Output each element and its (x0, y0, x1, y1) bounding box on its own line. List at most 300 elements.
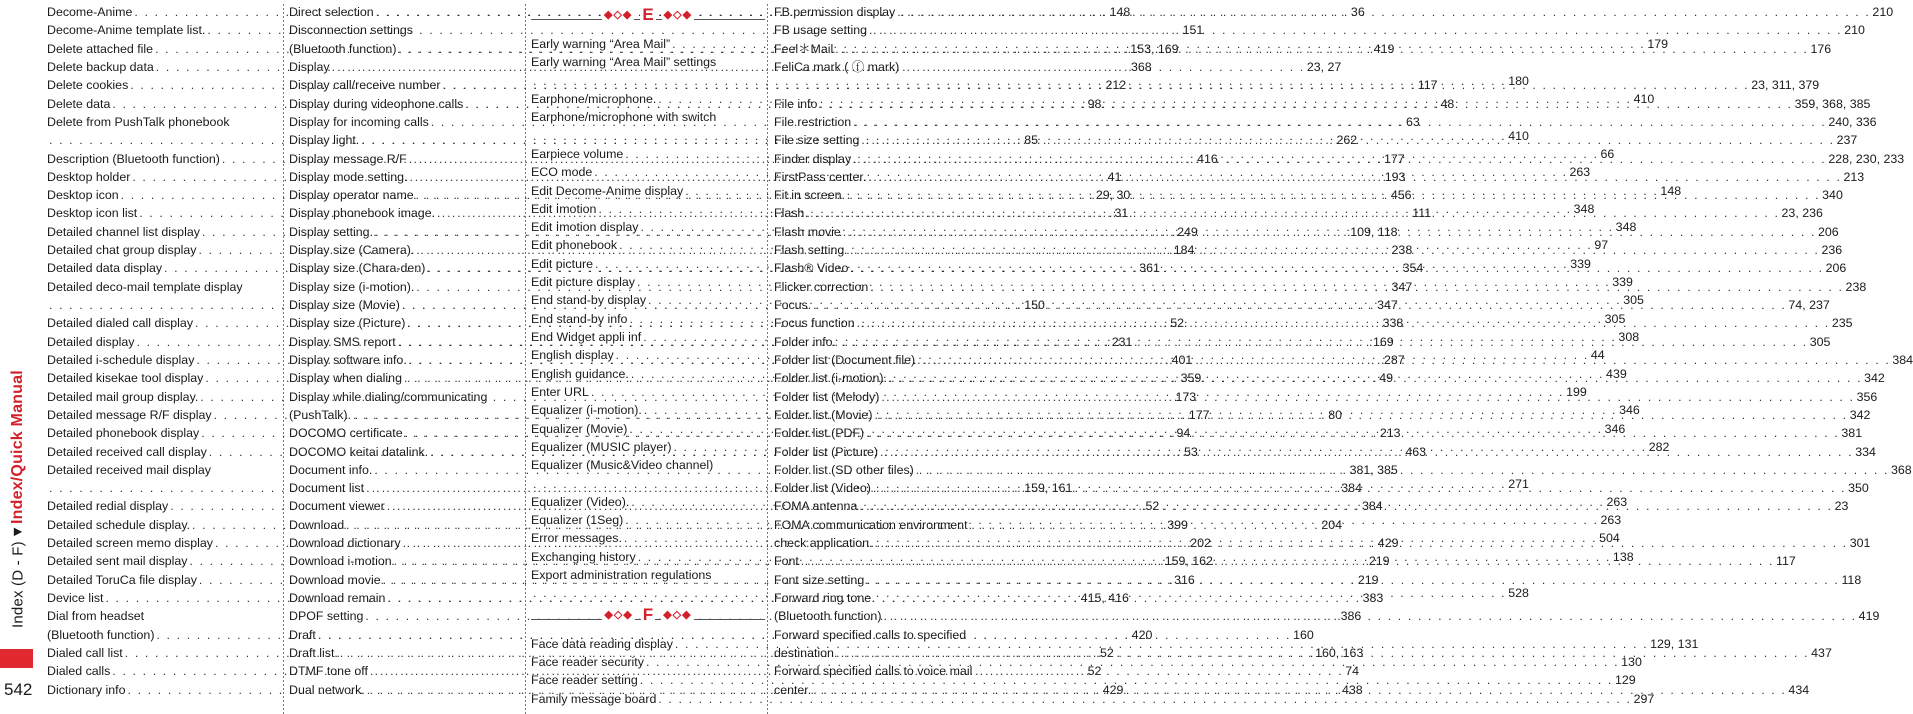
entry-label: Decome-Anime template list. (47, 23, 206, 38)
sidebar-heading (3, 8, 33, 628)
entry-page: 438 (1341, 682, 1363, 697)
entry-label: Dialed calls (47, 664, 111, 679)
entry-page: 130 (1621, 655, 1642, 669)
entry-label: Equalizer (1Seg) (531, 513, 624, 528)
entry-label: Edit ⅰmotion display (531, 220, 639, 235)
entry-label: Detailed schedule display. (47, 517, 191, 532)
entry-label: Focus. (774, 298, 812, 312)
entry-page: 340 (1822, 188, 1843, 203)
entry-label: Finder display (774, 151, 852, 166)
entry-label: Dialed call list (47, 645, 123, 660)
leader-dots (868, 168, 1841, 186)
index-entry (531, 690, 1655, 708)
entry-label: Download remain (289, 591, 386, 605)
entry-page: 359, 368, 385 (1794, 96, 1871, 111)
entry-label: Enter URL (531, 384, 589, 399)
leader-dots (866, 424, 1839, 442)
entry-label: Display phonebook image. (289, 206, 436, 221)
entry-page: 386 (1340, 609, 1362, 624)
entry-page: 36 (1350, 5, 1365, 19)
entry-page: 368 (1891, 462, 1912, 477)
entry-label: Equalizer (MUSIC player) (531, 439, 672, 454)
entry-label: Detailed screen memo display (47, 536, 213, 551)
entry-label: FirstPass center. (774, 169, 867, 184)
entry-page: 213 (1379, 426, 1401, 441)
entry-label: Document info. (289, 462, 373, 477)
entry-page: 249 (1177, 224, 1198, 239)
entry-label: Equalizer (Movie) (531, 421, 628, 436)
entry-label: FOMA antenna (774, 499, 858, 514)
entry-label: Folder list (i-motion). (774, 371, 887, 386)
index-entry-text: Detailed deco-mail template display (47, 279, 243, 294)
leader-dots (776, 76, 1749, 94)
entry-page: 23, 27 (1306, 59, 1342, 74)
entry-page: 415, 416 (1080, 591, 1129, 605)
entry-label: Delete cookies (47, 78, 129, 93)
index-entry-text: Display while dialing/communicating (289, 389, 488, 404)
entry-label: Detailed mail group display. (47, 389, 199, 404)
leader-dots (857, 314, 1830, 332)
entry-page: 98 (1087, 96, 1102, 111)
entry-page: 151 (1182, 23, 1204, 38)
entry-label: destination (774, 645, 834, 660)
entry-page: 359 (1180, 371, 1202, 386)
entry-label: Display operator name (289, 188, 414, 203)
entry-page: 429 (1377, 536, 1399, 551)
entry-label: Detailed data display (47, 261, 163, 276)
entry-page: 236 (1821, 243, 1843, 258)
entry-label: Display mode setting. (289, 169, 408, 184)
entry-label: Display light. (289, 133, 360, 148)
leader-dots (835, 333, 1808, 351)
entry-label: Download dictionary (289, 536, 401, 551)
entry-label: Dictionary info (47, 682, 126, 697)
entry-label: Display during videophone calls (289, 96, 464, 111)
entry-label: Fit in screen. (774, 188, 845, 203)
entry-page: 129 (1614, 673, 1636, 688)
entry-page: 287 (1383, 352, 1405, 367)
entry-label: Face reader security (531, 655, 644, 669)
sidebar-title: Index/Quick Manual (9, 370, 26, 525)
entry-page: 339 (1612, 275, 1633, 290)
entry-page: 384 (1892, 352, 1913, 367)
entry-page: 347 (1377, 298, 1398, 312)
entry-page: 383 (1362, 591, 1384, 605)
entry-label: Font size setting (774, 572, 865, 587)
entry-page: 23 (1834, 499, 1849, 514)
entry-label: Edit ⅰmotion (531, 201, 597, 216)
entry-label: Exchanging history (531, 549, 636, 564)
entry-label: Document list (289, 481, 365, 496)
entry-label: Detailed chat group display (47, 243, 197, 258)
sidebar (0, 0, 38, 704)
entry-page: 350 (1848, 481, 1869, 496)
leader-dots (870, 278, 1843, 296)
entry-label: Folder list (Movie) (774, 407, 873, 422)
entry-label: Display (289, 59, 330, 74)
leader-dots (897, 3, 1870, 21)
entry-label: Document viewer (289, 499, 385, 514)
entry-label: ECO mode (531, 165, 593, 180)
entry-page: 347 (1391, 279, 1413, 294)
entry-page: 52 (1145, 499, 1160, 514)
entry-label: Folder list (Picture) (774, 444, 878, 459)
entry-page: 231 (1111, 334, 1133, 349)
entry-page: 202 (1190, 536, 1211, 551)
entry-page: 301 (1849, 536, 1871, 551)
leader-dots (883, 607, 1856, 625)
entry-label: English display (531, 348, 614, 363)
entry-page: 342 (1864, 371, 1885, 386)
leader-dots (880, 443, 1853, 461)
leader-dots (835, 40, 1808, 58)
entry-label: Display message R/F (289, 151, 407, 166)
entry-page: 117 (1417, 78, 1438, 93)
entry-label: Face data reading display (531, 636, 673, 651)
page-number: 542 (4, 680, 33, 699)
entry-page: 381, 385 (1349, 462, 1398, 477)
entry-page: 420 (1131, 627, 1153, 642)
index-entry-text: Equalizer (Music&Video channel) (531, 458, 714, 473)
leader-dots (813, 681, 1786, 699)
index-entry-text: FeliCa mark ( ⓕ mark) (774, 59, 900, 74)
entry-page: 348 (1573, 201, 1595, 216)
entry-page: 138 (1612, 549, 1634, 564)
diamond-ornament-icon: ◆◇◆ (602, 606, 634, 624)
entry-page: 210 (1872, 5, 1894, 19)
entry-label: Detailed ToruCa file display (47, 572, 197, 587)
entry-page: 129, 131 (1650, 636, 1699, 651)
leader-dots (866, 571, 1839, 589)
section-header (531, 3, 765, 35)
leader-dots (801, 552, 1774, 570)
entry-page: 44 (1590, 348, 1605, 363)
entry-page: 150 (1024, 298, 1045, 312)
index-entry-text: Dial from headset (47, 609, 145, 624)
entry-label: Display software info. (289, 352, 407, 367)
entry-label: Delete data (47, 96, 111, 111)
entry-page: 308 (1618, 330, 1640, 344)
entry-page: 346 (1619, 403, 1640, 418)
diamond-ornament-icon: ◆◇◆ (661, 606, 693, 624)
entry-label: Equalizer (i-motion). (531, 403, 642, 418)
leader-dots (916, 461, 1889, 479)
entry-label: DOCOMO keitai datalink. (289, 444, 429, 459)
entry-page: 210 (1844, 23, 1865, 38)
entry-page: 85 (1024, 133, 1039, 148)
entry-label: (Bluetooth function) (774, 609, 882, 624)
entry-label: Detailed received call display (47, 444, 207, 459)
leader-dots (873, 479, 1846, 497)
entry-page: 381 (1841, 426, 1863, 441)
entry-label: Display size (Movie) (289, 298, 400, 312)
entry-label: Flash (774, 206, 805, 221)
entry-page: 346 (1604, 421, 1626, 436)
entry-label: Detailed redial display (47, 499, 169, 514)
entry-label: Delete attached file (47, 41, 154, 56)
index-entry-text: Early warning “Area Mail” settings (531, 55, 717, 70)
entry-page: 419 (1858, 609, 1880, 624)
entry-label: End Widget appli inf (531, 330, 642, 344)
leader-dots (846, 241, 1819, 259)
entry-page: 410 (1633, 91, 1655, 106)
entry-label: Desktop holder (47, 169, 131, 184)
entry-page: 399 (1167, 517, 1188, 532)
entry-page: 199 (1566, 384, 1587, 399)
entry-label: (Bluetooth function) (289, 41, 397, 56)
entry-page: 53 (1184, 444, 1198, 459)
entry-page: 219 (1357, 572, 1379, 587)
entry-page: 384 (1361, 499, 1383, 514)
entry-label: Desktop icon (47, 188, 119, 203)
entry-label: Device list (47, 591, 104, 605)
entry-page: 177 (1188, 407, 1210, 422)
entry-page: 193 (1384, 169, 1406, 184)
entry-label: Display for incoming calls (289, 114, 429, 129)
entry-label: Desktop icon list (47, 206, 138, 221)
entry-label: File info (774, 96, 818, 111)
entry-page: 263 (1569, 165, 1591, 180)
entry-page: 169 (1372, 334, 1394, 349)
entry-label: Display setting. (289, 224, 374, 239)
entry-label: Edit phonebook (531, 238, 618, 253)
entry-label: check application. (774, 536, 873, 551)
entry-page: 504 (1599, 531, 1620, 546)
index-entry-text: Forward ring tone (774, 591, 872, 605)
index-entry-text: FOMA communication environment (774, 517, 968, 532)
entry-label: End stand-by info (531, 311, 628, 326)
entry-page: 262 (1336, 133, 1358, 148)
entry-page: 63 (1406, 114, 1420, 129)
entry-label: Decome-Anime (47, 5, 133, 19)
entry-label: Font (774, 554, 799, 569)
entry-page: 23, 236 (1781, 206, 1823, 221)
entry-page: 176 (1810, 41, 1832, 56)
entry-label: Flash setting (774, 243, 845, 258)
entry-page: 177 (1383, 151, 1405, 166)
entry-label: Detailed phonebook display (47, 426, 200, 441)
entry-label: DTMF tone off (289, 664, 368, 679)
entry-label: DOCOMO certificate (289, 426, 403, 441)
entry-label: Edit picture (531, 256, 593, 271)
entry-page: 342 (1849, 407, 1871, 422)
index-entry-text: Forward specified calls to voice mail (774, 664, 973, 679)
section-letter: F (642, 604, 654, 624)
entry-page: 173 (1175, 389, 1197, 404)
entry-page: 401 (1171, 352, 1193, 367)
entry-page: 238 (1391, 243, 1413, 258)
entry-page: 434 (1788, 682, 1810, 697)
entry-page: 212 (1105, 78, 1127, 93)
entry-label: Detailed display (47, 334, 135, 349)
entry-page: 237 (1836, 133, 1858, 148)
entry-page: 48 (1440, 96, 1455, 111)
leader-dots (853, 113, 1826, 131)
diamond-ornament-icon: ◆◇◆ (662, 6, 694, 24)
entry-label: Display call/receive number (289, 78, 441, 93)
entry-label: Download movie (289, 572, 381, 587)
entry-label: Earphone/microphone. (531, 91, 657, 106)
entry-page: 31 (1114, 206, 1129, 221)
leader-dots (819, 95, 1792, 113)
entry-page: 305 (1809, 334, 1831, 349)
entry-page: 159, 162 (1164, 554, 1213, 569)
leader-dots (859, 497, 1832, 515)
entry-page: 339 (1570, 256, 1591, 271)
entry-page: 23, 311, 379 (1751, 78, 1820, 93)
entry-label: Display size (Camera). (289, 243, 415, 258)
entry-label: Edit Decome-Anime display (531, 183, 684, 198)
entry-label: Dual network. (289, 682, 365, 697)
leader-dots (836, 644, 1809, 662)
entry-page: 159, 161 (1024, 481, 1073, 496)
entry-page: 384 (1341, 481, 1362, 496)
entry-page: 41 (1107, 169, 1122, 184)
entry-label: Focus function (774, 316, 855, 331)
entry-label: Error messages. (531, 531, 622, 546)
entry-label: Detailed dialed call display (47, 316, 194, 331)
entry-label: Face reader setting (531, 673, 638, 688)
entry-page: 238 (1845, 279, 1867, 294)
index-entry-text: Disconnection settings (289, 23, 413, 38)
entry-label: FB usage setting (774, 23, 867, 38)
entry-page: 117 (1776, 554, 1796, 569)
entry-page: 305 (1623, 293, 1644, 308)
entry-label: (PushTalk). (289, 407, 351, 422)
entry-label: Download i-motion (289, 554, 392, 569)
entry-label: Edit picture display (531, 275, 635, 290)
entry-page: 206 (1825, 261, 1847, 276)
entry-page: 153, 169 (1130, 41, 1179, 56)
entry-page: 429 (1102, 682, 1124, 697)
entry-label: Draft (289, 627, 316, 642)
entry-page: 297 (1633, 691, 1655, 706)
entry-label: File restriction (774, 114, 852, 129)
leader-dots (853, 150, 1826, 168)
entry-page: 74, 237 (1788, 298, 1830, 312)
leader-dots (843, 223, 1816, 241)
entry-label: Equalizer (Video). (531, 494, 630, 509)
index-entry-text: Earphone/microphone with switch (531, 110, 717, 125)
entry-page: 97 (1594, 238, 1609, 253)
entry-page: 213 (1843, 169, 1865, 184)
entry-label: Folder list (Video) (774, 481, 871, 496)
entry-page: 356 (1856, 389, 1878, 404)
section-letter: E (642, 5, 654, 24)
entry-page: 52 (1087, 664, 1102, 679)
entry-label: Detailed i-schedule display (47, 352, 195, 367)
entry-label: Flash movie (774, 224, 841, 239)
entry-page: 160 (1293, 627, 1314, 642)
entry-page: 49 (1379, 371, 1393, 386)
entry-page: 94 (1176, 426, 1191, 441)
entry-label: Display when dialing (289, 371, 402, 386)
entry-label: Feel＊Mail (774, 41, 834, 56)
entry-page: 180 (1508, 73, 1529, 88)
entry-page: 184 (1173, 243, 1195, 258)
entry-page: 235 (1831, 316, 1853, 331)
index-entry-text: Export administration regulations (531, 568, 712, 583)
entry-page: 66 (1600, 146, 1615, 161)
entry-page: 263 (1600, 513, 1622, 528)
entry-page: 354 (1402, 261, 1424, 276)
entry-label: Folder list (PDF) (774, 426, 865, 441)
leader-dots (881, 388, 1854, 406)
entry-page: 282 (1648, 439, 1670, 454)
entry-label: DPOF setting (289, 609, 364, 624)
entry-label: Flicker correction (774, 279, 869, 294)
entry-page: 148 (1109, 5, 1131, 19)
entry-page: 263 (1606, 494, 1628, 509)
index-entry-text: Forward specified calls to specified (774, 627, 967, 642)
entry-page: 361 (1139, 261, 1160, 276)
leader-dots (917, 351, 1890, 369)
entry-label: Folder list (SD other files) (774, 462, 914, 477)
entry-label: Description (Bluetooth function) (47, 151, 220, 166)
entry-page: 219 (1368, 554, 1390, 569)
entry-label: FB permission display (774, 5, 896, 19)
entry-page: 74 (1345, 664, 1359, 679)
entry-label: English guidance. (531, 366, 629, 381)
leader-dots (889, 369, 1862, 387)
entry-page: 348 (1615, 220, 1637, 235)
entry-label: Folder list (Melody) (774, 389, 880, 404)
entry-page: 528 (1508, 586, 1529, 601)
entry-page: 111 (1412, 206, 1432, 221)
entry-page: 456 (1390, 188, 1412, 203)
entry-label: Direct selection (289, 5, 374, 19)
entry-page: 316 (1174, 572, 1195, 587)
leader-dots (850, 259, 1823, 277)
entry-page: 160, 163 (1315, 645, 1364, 660)
index-entry (531, 653, 1642, 671)
sidebar-prefix: Index (D - F) (9, 541, 27, 628)
entry-label: Detailed kisekae tool display (47, 371, 204, 386)
section-header (531, 603, 765, 635)
entry-label: Earpiece volume (531, 146, 624, 161)
entry-page: 204 (1321, 517, 1343, 532)
index-entry-text: Delete from PushTalk phonebook (47, 114, 230, 129)
entry-label: (Bluetooth function) (47, 627, 155, 642)
index-entry-text: Detailed received mail display (47, 462, 211, 477)
entry-label: Detailed channel list display (47, 224, 200, 239)
entry-page: 80 (1328, 407, 1342, 422)
entry-page: 179 (1647, 37, 1668, 51)
leader-dots (875, 534, 1848, 552)
entry-page: 240, 336 (1828, 114, 1877, 129)
leader-dots (813, 296, 1786, 314)
entry-page: 437 (1811, 645, 1832, 660)
entry-label: Delete backup data (47, 59, 154, 74)
entry-label: Draft list. (289, 645, 338, 660)
entry-page: 410 (1508, 128, 1529, 143)
entry-label: Folder list (Document file) (774, 352, 916, 367)
leader-dots (847, 186, 1820, 204)
entry-label: End stand-by display (531, 293, 647, 308)
entry-page: 439 (1606, 366, 1627, 381)
entry-page: 52 (1099, 645, 1114, 660)
entry-label: Detailed sent mail display (47, 554, 188, 569)
leader-dots (869, 21, 1842, 39)
entry-label: Display size (i-motion). (289, 279, 415, 294)
entry-page: 109, 118 (1350, 224, 1398, 239)
entry-label: Display size (Picture) (289, 316, 406, 331)
section-tab-marker (0, 649, 33, 668)
entry-page: 118 (1841, 572, 1862, 587)
leader-dots (874, 406, 1847, 424)
entry-label: Display SMS report (289, 334, 396, 349)
entry-label: Download (289, 517, 345, 532)
